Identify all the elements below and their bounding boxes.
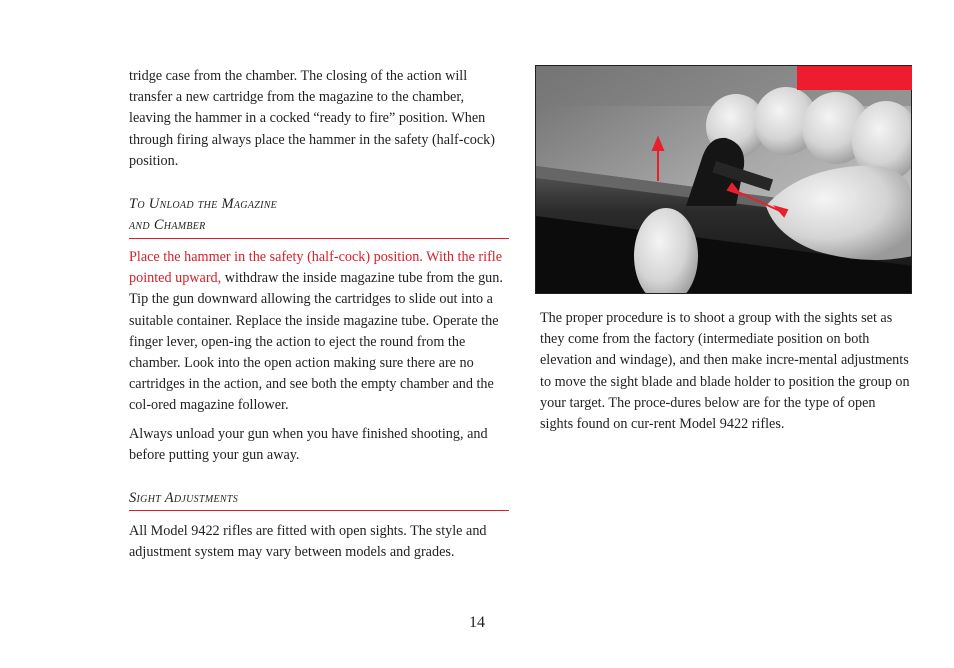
procedure-paragraph: The proper procedure is to shoot a group with the sights set as they come from the factory (intermediate position on both elevation and windage), and then make incre-mental adjustments to move the sight blade and blade holder to position the group on your target. The proce-dures below are for the type of open sights found on cur-rent Model 9422 rifles. bbox=[540, 310, 910, 433]
unload-paragraph bbox=[129, 247, 509, 417]
left-column bbox=[129, 64, 509, 563]
unload-instructions-text: withdraw the inside magazine tube from the gun. Tip the gun downward allowing the cartridges to slide out into a suitable container. Replace the inside magazine tube. Operate the finger lever, open-ing the action to eject the round from the chamber. Look into the open action making sure there are no cartridges in the action, and see both the empty chamber and the col-ored magazine follower. bbox=[129, 270, 503, 414]
unload-heading bbox=[129, 194, 509, 236]
page-tab-marker bbox=[797, 66, 912, 90]
unload-heading-line2: and Chamber bbox=[129, 217, 206, 234]
always-unload-paragraph: Always unload your gun when you have finished shooting, and before putting your gun away. bbox=[129, 425, 488, 463]
sight-adjustments-heading: Sight Adjustments bbox=[129, 490, 239, 507]
photo-illustration bbox=[536, 66, 912, 294]
section-rule bbox=[129, 238, 509, 239]
right-column bbox=[540, 308, 912, 435]
section-rule bbox=[129, 510, 509, 511]
sight-adjustment-photo bbox=[535, 65, 912, 294]
unload-warning-text: Place the hammer in the safety (half-cock) position. With the rifle pointed upward, bbox=[129, 249, 503, 287]
sight-paragraph: All Model 9422 rifles are fitted with open sights. The style and adjustment system may vary between models and grades. bbox=[129, 523, 487, 561]
intro-paragraph: tridge case from the chamber. The closing of the action will transfer a new cartridge from the magazine to the chamber, leaving the hammer in a cocked “ready to fire” position. When through firing always place the hammer in the safety (half-cock) position. bbox=[129, 68, 495, 169]
unload-heading-line1: To Unload the Magazine bbox=[129, 196, 278, 213]
page-number: 14 bbox=[469, 614, 485, 631]
